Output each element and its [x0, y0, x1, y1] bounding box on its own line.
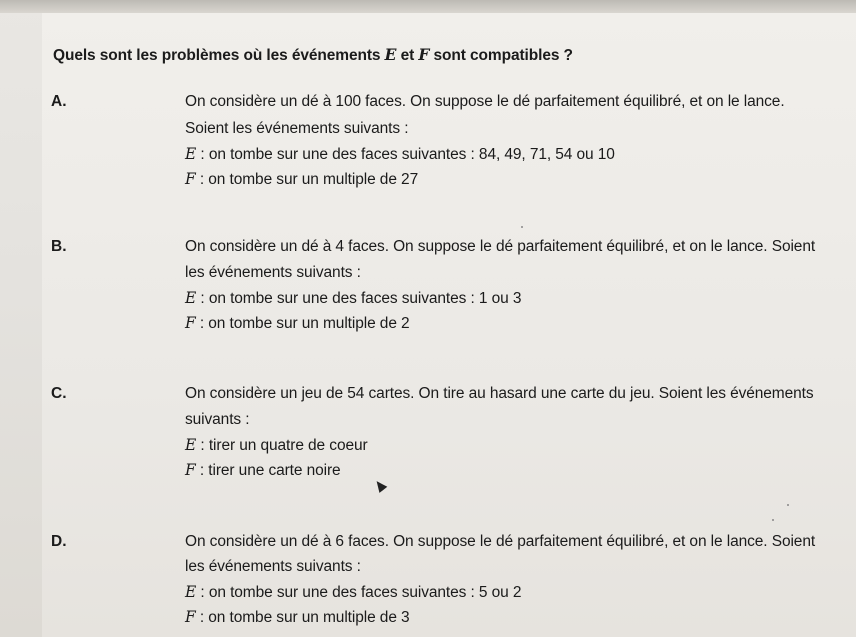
- option-b-line-1: On considère un dé à 4 faces. On suppose le dé parfaitement équilibré, et on le lance. Soient: [185, 238, 816, 255]
- option-d-line-1: On considère un dé à 6 faces. On suppose le dé parfaitement équilibré, et on le lance. Soient: [185, 533, 816, 550]
- option-c-line-1: On considère un jeu de 54 cartes. On tire au hasard une carte du jeu. Soient les événements: [185, 385, 814, 402]
- option-c-event-f: F : tirer une carte noire: [185, 461, 341, 479]
- option-d-event-e: E : on tombe sur une des faces suivantes : 5 ou 2: [185, 583, 522, 601]
- option-c-event-e: E : tirer un quatre de coeur: [185, 436, 368, 454]
- option-a-event-f: F : on tombe sur un multiple de 27: [185, 170, 419, 188]
- option-b-event-e: E : on tombe sur une des faces suivantes : 1 ou 3: [185, 289, 522, 307]
- option-a-event-e: E : on tombe sur une des faces suivantes : 84, 49, 71, 54 ou 10: [185, 145, 615, 163]
- option-c-letter[interactable]: C.: [51, 385, 67, 402]
- option-b-event-f: F : on tombe sur un multiple de 2: [185, 314, 410, 332]
- option-c-line-2: suivants :: [185, 411, 250, 428]
- option-a-line-2: Soient les événements suivants :: [185, 120, 409, 137]
- page-top-edge: [0, 0, 856, 13]
- option-a-line-1: On considère un dé à 100 faces. On suppose le dé parfaitement équilibré, et on le lance.: [185, 93, 785, 110]
- option-b-letter[interactable]: B.: [51, 238, 67, 255]
- option-d-event-f: F : on tombe sur un multiple de 3: [185, 608, 410, 626]
- option-d-line-2: les événements suivants :: [185, 558, 361, 575]
- option-b-line-2: les événements suivants :: [185, 264, 361, 281]
- paper-speck: [772, 519, 774, 521]
- paper-speck: [521, 226, 523, 228]
- paper-speck: [787, 504, 789, 506]
- option-d-letter[interactable]: D.: [51, 533, 67, 550]
- question-prompt: Quels sont les problèmes où les événements E et F sont compatibles ?: [53, 45, 573, 64]
- option-a-letter[interactable]: A.: [51, 93, 67, 110]
